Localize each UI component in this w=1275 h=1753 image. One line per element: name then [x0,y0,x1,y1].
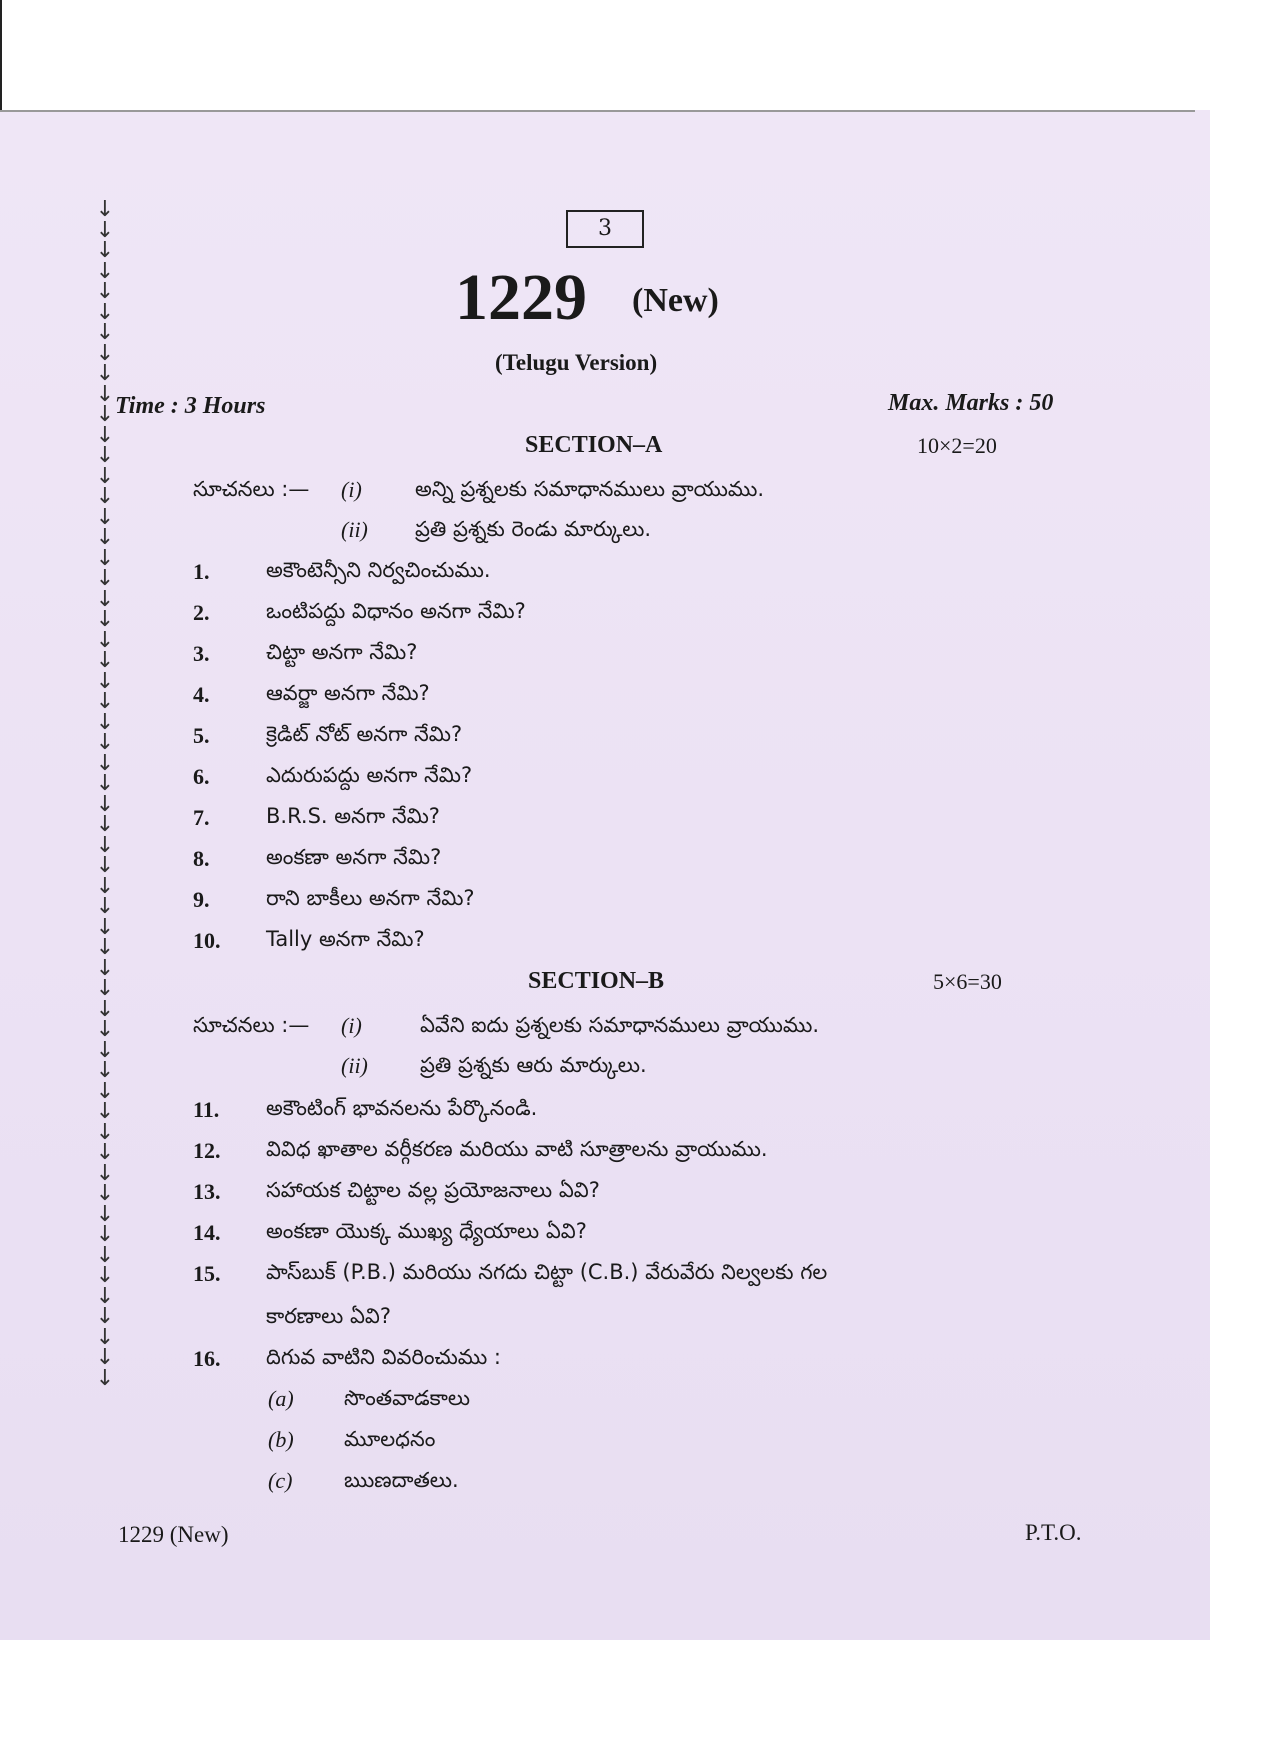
sub-item-label: (b) [268,1427,294,1452]
arrow-down-icon: ↓ [95,1242,115,1268]
arrow-down-icon: ↓ [95,340,115,366]
question-number: 12. [193,1138,221,1163]
section-b-instr2-num: (ii) [341,1053,368,1078]
question-text: Tally అనగా నేమి? [266,927,425,951]
section-b-instr1: ఏవేని ఐదు ప్రశ్నలకు సమాధానములు వ్రాయుము. [420,1013,820,1037]
arrow-down-icon: ↓ [95,197,115,222]
question-number: 13. [193,1179,221,1204]
paper-code: 1229 [455,261,587,334]
question-number: 3. [193,641,210,666]
question-text: క్రెడిట్ నోట్ అనగా నేమి? [266,722,463,746]
section-a-instructions-label: సూచనలు :— [193,477,310,501]
arrow-down-icon: ↓ [95,504,115,530]
arrow-down-icon: ↓ [95,873,115,899]
sub-item-label: (c) [268,1468,293,1493]
question-number: 7. [193,805,210,830]
question-text: ఆవర్జా అనగా నేమి? [266,681,430,705]
question-15-continuation: కారణాలు ఏవి? [266,1304,391,1328]
question-text: పాస్‌బుక్ (P.B.) మరియు నగదు చిట్టా (C.B.) వేరువేరు నిల్వలకు గల [266,1260,828,1284]
sub-item-text: ఋణదాతలు. [344,1468,459,1492]
question-text: అకౌంటింగ్ భావనలను పేర్కొనండి. [266,1096,538,1120]
arrow-down-icon: ↓ [95,402,115,427]
arrow-down-icon: ↓ [95,1119,115,1145]
question-text: అంకణా అనగా నేమి? [266,845,442,869]
arrow-down-icon: ↓ [95,320,115,345]
arrow-down-icon: ↓ [95,1160,115,1186]
sub-item-text: మూలధనం [344,1427,436,1451]
arrow-down-icon: ↓ [95,463,115,489]
question-number: 8. [193,846,210,871]
arrow-down-icon: ↓ [95,1201,115,1227]
arrow-down-icon: ↓ [95,545,115,571]
arrow-down-icon: ↓ [95,1181,115,1206]
question-text: వివిధ ఖాతాల వర్గీకరణ మరియు వాటి సూత్రాలను వ్రాయుము. [266,1137,768,1161]
arrow-down-icon: ↓ [95,648,115,673]
arrow-down-icon: ↓ [95,914,115,940]
arrow-down-icon: ↓ [95,894,115,919]
question-text: చిట్టా అనగా నేమి? [266,640,418,664]
time-allowed: Time : 3 Hours [115,393,266,419]
question-text: అంకణా యొక్క ముఖ్య ధ్యేయాలు ఏవి? [266,1219,587,1243]
arrow-down-icon: ↓ [95,381,115,407]
question-number: 10. [193,928,221,953]
question-text: B.R.S. అనగా నేమి? [266,804,440,828]
arrow-down-icon: ↓ [95,1017,115,1042]
question-number: 4. [193,682,210,707]
question-text: అకౌంటెన్సీని నిర్వచించుము. [266,558,491,582]
question-number: 16. [193,1346,221,1371]
arrow-down-icon: ↓ [95,627,115,653]
question-number: 6. [193,764,210,789]
arrow-down-icon: ↓ [95,361,115,386]
paper-sheet [0,110,1210,1640]
question-text: దిగువ వాటిని వివరించుము : [266,1345,502,1369]
question-number: 11. [193,1097,220,1122]
arrow-down-icon: ↓ [95,791,115,817]
arrow-down-icon: ↓ [95,279,115,304]
arrow-down-icon: ↓ [95,1345,115,1370]
arrow-down-icon: ↓ [95,1037,115,1063]
sub-item-label: (a) [268,1386,294,1411]
arrow-down-icon: ↓ [95,443,115,468]
footer-paper-code: 1229 (New) [118,1522,229,1547]
arrow-down-icon: ↓ [95,955,115,981]
section-a-instr2-num: (ii) [341,517,368,542]
max-marks: Max. Marks : 50 [888,390,1054,416]
version-label: (Telugu Version) [495,350,658,375]
arrow-down-icon: ↓ [95,484,115,509]
question-text: ఒంటిపద్దు విధానం అనగా నేమి? [266,599,526,623]
arrow-down-icon: ↓ [95,853,115,878]
arrow-down-icon: ↓ [95,422,115,448]
arrow-down-icon: ↓ [95,566,115,591]
arrow-down-icon: ↓ [95,771,115,796]
arrow-down-icon: ↓ [95,1140,115,1165]
arrow-down-icon: ↓ [95,1263,115,1288]
page-number-box: 3 [566,210,644,248]
section-b-instructions-label: సూచనలు :— [193,1013,310,1037]
arrow-down-icon: ↓ [95,1324,115,1350]
arrow-down-icon: ↓ [95,258,115,284]
arrow-down-icon: ↓ [95,832,115,858]
arrow-down-icon: ↓ [95,976,115,1001]
arrow-down-icon: ↓ [95,812,115,837]
section-a-marks: 10×2=20 [917,433,997,458]
arrow-down-icon: ↓ [95,1078,115,1104]
question-number: 2. [193,600,210,625]
arrow-down-icon: ↓ [95,525,115,550]
arrow-down-icon: ↓ [95,730,115,755]
section-b-instr1-num: (i) [341,1013,362,1038]
section-b-instr2: ప్రతి ప్రశ్నకు ఆరు మార్కులు. [420,1053,647,1077]
sub-item-text: సొంతవాడకాలు [344,1386,471,1410]
arrow-down-icon: ↓ [95,607,115,632]
arrow-down-icon: ↓ [95,996,115,1022]
arrow-down-icon: ↓ [95,299,115,325]
perforation-arrows [95,197,115,1391]
question-number: 9. [193,887,210,912]
section-a-title: SECTION–A [525,432,663,458]
arrow-down-icon: ↓ [95,1283,115,1309]
question-text: ఎదురుపద్దు అనగా నేమి? [266,763,473,787]
question-text: రాని బాకీలు అనగా నేమి? [266,886,475,910]
arrow-down-icon: ↓ [95,1222,115,1247]
page-edge-line [0,0,2,112]
arrow-down-icon: ↓ [95,668,115,694]
arrow-down-icon: ↓ [95,586,115,612]
section-b-marks: 5×6=30 [933,969,1002,994]
arrow-down-icon: ↓ [95,935,115,960]
arrow-down-icon: ↓ [95,217,115,243]
arrow-down-icon: ↓ [95,1365,115,1391]
arrow-down-icon: ↓ [95,1304,115,1329]
question-number: 14. [193,1220,221,1245]
arrow-down-icon: ↓ [95,709,115,735]
section-a-instr1-num: (i) [341,477,362,502]
footer-pto: P.T.O. [1025,1520,1082,1545]
question-number: 5. [193,723,210,748]
paper-tag: (New) [632,282,719,319]
section-a-instr2: ప్రతి ప్రశ్నకు రెండు మార్కులు. [415,517,652,541]
arrow-down-icon: ↓ [95,238,115,263]
sheet-top-edge [0,110,1195,112]
question-number: 15. [193,1261,221,1286]
arrow-down-icon: ↓ [95,1058,115,1083]
question-text: సహాయక చిట్టాల వల్ల ప్రయోజనాలు ఏవి? [266,1178,600,1202]
arrow-down-icon: ↓ [95,1099,115,1124]
section-a-instr1: అన్ని ప్రశ్నలకు సమాధానములు వ్రాయుము. [415,477,765,501]
question-number: 1. [193,559,210,584]
arrow-down-icon: ↓ [95,750,115,776]
arrow-down-icon: ↓ [95,689,115,714]
section-b-title: SECTION–B [528,968,665,994]
